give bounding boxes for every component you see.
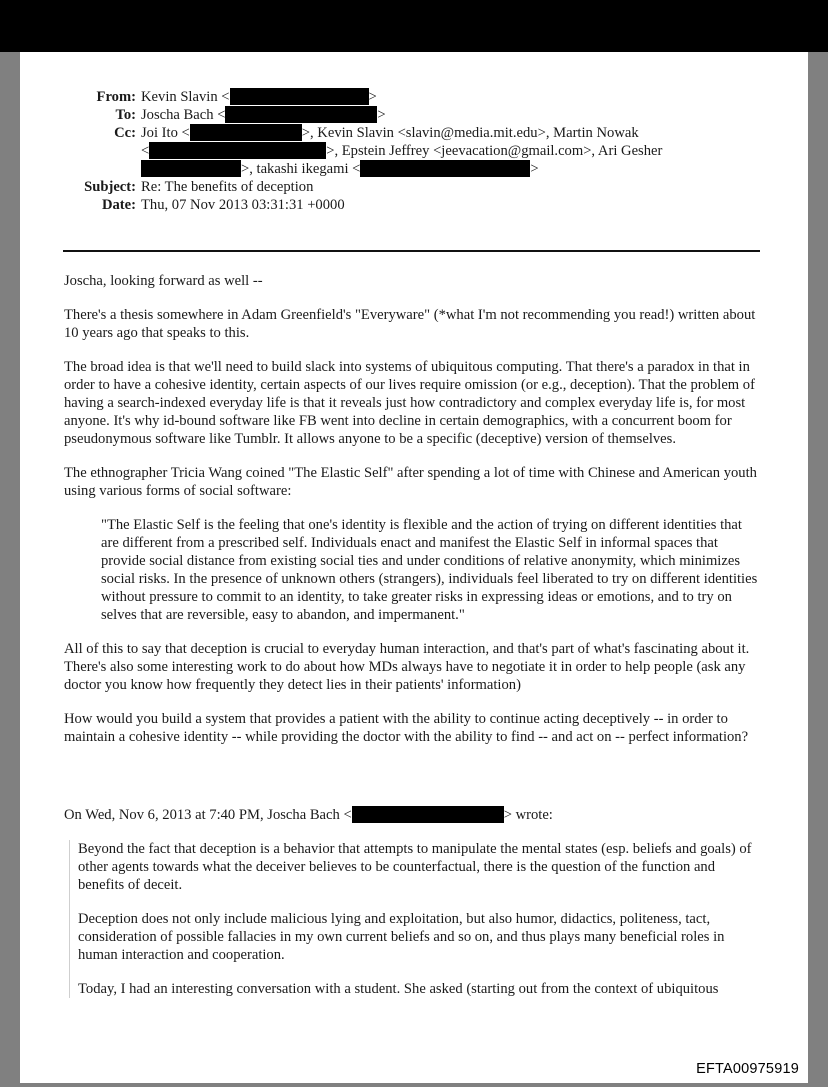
subject-value: Re: The benefits of deception: [141, 179, 314, 195]
redaction-box: [149, 142, 326, 159]
cc-value-line-2: [141, 142, 662, 160]
body-paragraph: All of this to say that deception is crucial to everyday human interaction, and that's part of what's fascinating about it. There's also some interesting work to do about how MDs always have to negotiate it in order to help people (ask any doctor you know how frequently they detect lies in their patients' information): [64, 641, 750, 693]
body-paragraph: How would you build a system that provides a patient with the ability to continue acting deceptively -- in order to maintain a cohesive identity -- while providing the doctor with the ability to find -- and act on -- perfect information?: [64, 711, 749, 745]
from-value: [141, 88, 377, 106]
quoted-paragraph: Beyond the fact that deception is a behavior that attempts to manipulate the mental states (esp. beliefs and goals) of other agents towards what the deceiver believes to be counterfactual, there is the question of the function and benefits of deceit.: [78, 841, 752, 893]
attribution-text: On Wed, Nov 6, 2013 at 7:40 PM, Joscha Bach <: [64, 807, 352, 823]
subject-row: [64, 178, 764, 196]
top-black-bar: [0, 0, 828, 52]
body-paragraph: The broad idea is that we'll need to build slack into systems of ubiquitous computing. That there's a paradox in that in order to have a cohesive identity, certain aspects of our lives require omission (or e.g., deception). That the problem of having a search-indexed everyday life is that it reveals just how contradictory and complex everyday life is, for most anyone. It's why id-bound software like FB went into decline in certain demographics, with a concurrent boom for pseudonymous software like Tumblr. It allows anyone to be a specific (deceptive) version of themselves.: [64, 359, 755, 447]
from-suffix: >: [368, 89, 377, 105]
body-paragraph: There's a thesis somewhere in Adam Greenfield's "Everyware" (*what I'm not recommending you read!) written about 10 years ago that speaks to this.: [64, 307, 756, 341]
quoted-message: [69, 840, 758, 998]
redaction-box: [230, 88, 369, 105]
cc-value-line-3: [141, 160, 539, 178]
elastic-self-quote: "The Elastic Self is the feeling that one's identity is flexible and the action of trying on different identities that are different from a prescribed self. Individuals enact and manifest the Elastic Self in informal spaces that provide social distance from existing social ties and under conditions of relative anonymity, which minimizes social risks. In the presence of unknown others (strangers), individuals feel liberated to try on different identities without pressure to commit to an identity, to take greater risks in expressing ideas or emotions, and to try on selves that are reversible, easy to abandon, and impermanent.": [101, 517, 758, 623]
quote-attribution: [64, 806, 764, 824]
cc-value-line-1: [141, 124, 639, 142]
cc-row: [64, 124, 764, 142]
body-paragraph: The ethnographer Tricia Wang coined "The Elastic Self" after spending a lot of time with Chinese and American youth using various forms of social software:: [64, 465, 757, 499]
cc-text: >, takashi ikegami <: [241, 161, 361, 177]
subject-label: Subject:: [84, 179, 136, 195]
date-label: Date:: [101, 197, 136, 213]
from-name: Kevin Slavin <: [141, 89, 230, 105]
to-value: [141, 106, 386, 124]
cc-text: >: [530, 161, 539, 177]
to-suffix: >: [377, 107, 386, 123]
cc-row-continued: [64, 160, 764, 178]
redaction-box: [352, 806, 504, 823]
quoted-paragraph: Today, I had an interesting conversation with a student. She asked (starting out from the context of ubiquitous: [78, 981, 719, 997]
from-row: [64, 88, 764, 106]
quoted-paragraph: Deception does not only include malicious lying and exploitation, but also humor, didactics, politeness, tact, consideration of possible fallacies in my own current beliefs and so on, and thus plays many beneficial roles in human interaction and cooperation.: [78, 911, 725, 963]
date-value: Thu, 07 Nov 2013 03:31:31 +0000: [141, 197, 345, 213]
redaction-box: [225, 106, 377, 123]
spacer: [64, 762, 764, 806]
document-id: EFTA00975919: [696, 1061, 799, 1077]
cc-text: <: [141, 143, 150, 159]
redaction-box: [141, 160, 241, 177]
document-page: [20, 52, 808, 1083]
to-row: [64, 106, 764, 124]
redaction-box: [360, 160, 530, 177]
cc-row-continued: [64, 142, 764, 160]
attribution-text: > wrote:: [503, 807, 553, 823]
redaction-box: [190, 124, 302, 141]
header-divider: [63, 250, 760, 252]
body-paragraph: Joscha, looking forward as well --: [64, 273, 263, 289]
to-label: To:: [115, 107, 136, 123]
cc-text: Joi Ito <: [141, 125, 190, 141]
email-body: [64, 272, 764, 1014]
to-name: Joscha Bach <: [141, 107, 226, 123]
cc-label: Cc:: [114, 125, 136, 141]
from-label: From:: [96, 89, 136, 105]
cc-text: >, Epstein Jeffrey <jeevacation@gmail.com>, Ari Gesher: [326, 143, 663, 159]
cc-text: >, Kevin Slavin <slavin@media.mit.edu>, Martin Nowak: [301, 125, 639, 141]
date-row: [64, 196, 764, 214]
email-header: [64, 88, 764, 214]
